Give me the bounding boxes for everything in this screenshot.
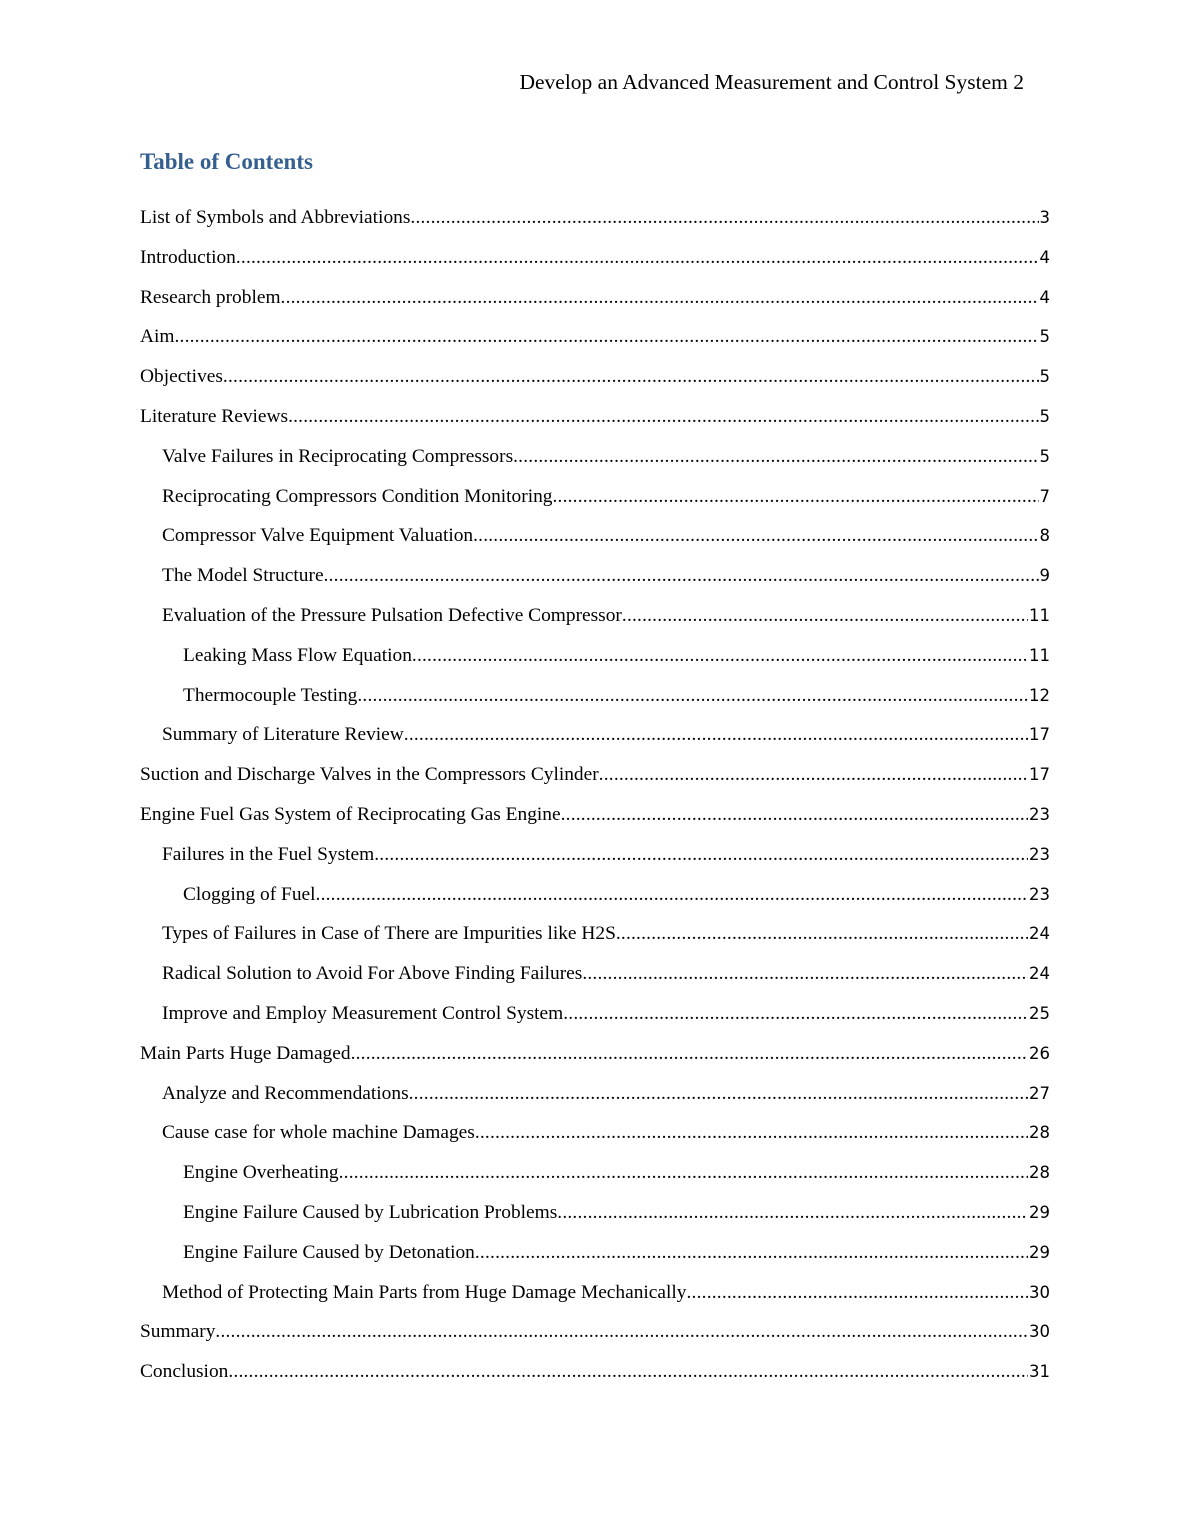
toc-entry-title[interactable]: Research problem: [140, 286, 281, 308]
toc-entry-title[interactable]: Summary of Literature Review: [162, 724, 404, 746]
toc-entry[interactable]: [140, 556, 1050, 596]
toc-entry-title[interactable]: Leaking Mass Flow Equation: [183, 644, 412, 666]
toc-page-number[interactable]: 26: [1029, 1043, 1050, 1063]
toc-entry-title[interactable]: Radical Solution to Avoid For Above Finding Failures: [162, 963, 583, 985]
toc-page-number[interactable]: 29: [1029, 1202, 1050, 1222]
toc-page-number[interactable]: 27: [1029, 1083, 1050, 1103]
toc-entry[interactable]: [140, 397, 1050, 437]
toc-page-number[interactable]: 5: [1039, 367, 1050, 387]
toc-entry[interactable]: [140, 1034, 1050, 1074]
toc-page-number[interactable]: 23: [1029, 844, 1050, 864]
toc-page-number[interactable]: 12: [1029, 685, 1050, 705]
toc-dot-leader: [561, 795, 1028, 835]
toc-dot-leader: [687, 1273, 1029, 1313]
toc-dot-leader: [557, 1193, 1028, 1233]
running-header: Develop an Advanced Measurement and Control System 2: [519, 70, 1024, 94]
toc-page-number[interactable]: 17: [1029, 765, 1050, 785]
toc-page-number[interactable]: 31: [1029, 1362, 1050, 1382]
toc-entry-title[interactable]: Clogging of Fuel: [183, 883, 316, 905]
toc-entry[interactable]: [140, 1153, 1050, 1193]
toc-entry-title[interactable]: Cause case for whole machine Damages: [162, 1122, 475, 1144]
toc-page-number[interactable]: 7: [1039, 486, 1050, 506]
toc-dot-leader: [410, 198, 1038, 238]
toc-page-number[interactable]: 4: [1039, 247, 1050, 267]
toc-entry-title[interactable]: Objectives: [140, 366, 223, 388]
toc-entry-title[interactable]: Engine Failure Caused by Detonation: [183, 1241, 475, 1263]
toc-page-number[interactable]: 5: [1039, 446, 1050, 466]
toc-dot-leader: [473, 516, 1038, 556]
toc-entry[interactable]: [140, 1352, 1050, 1392]
toc-list: [140, 198, 1050, 1392]
toc-page-number[interactable]: 23: [1029, 804, 1050, 824]
toc-entry[interactable]: [140, 317, 1050, 357]
toc-page-number[interactable]: 24: [1029, 924, 1050, 944]
toc-dot-leader: [316, 875, 1028, 915]
toc-title: Table of Contents: [140, 149, 313, 174]
toc-entry[interactable]: [140, 238, 1050, 278]
toc-entry-title[interactable]: Literature Reviews: [140, 405, 289, 427]
toc-entry[interactable]: [140, 1113, 1050, 1153]
toc-entry[interactable]: [140, 914, 1050, 954]
toc-page-number[interactable]: 30: [1029, 1282, 1050, 1302]
toc-entry-title[interactable]: List of Symbols and Abbreviations: [140, 207, 411, 228]
toc-dot-leader: [357, 676, 1028, 716]
toc-entry-title[interactable]: Compressor Valve Equipment Valuation: [162, 525, 474, 547]
toc-dot-leader: [409, 1074, 1028, 1114]
toc-entry[interactable]: [140, 477, 1050, 517]
toc-page-number[interactable]: 5: [1039, 327, 1050, 347]
toc-entry[interactable]: [140, 715, 1050, 755]
toc-page-number[interactable]: 9: [1039, 566, 1050, 586]
toc-entry-title[interactable]: Main Parts Huge Damaged: [140, 1042, 351, 1064]
toc-page-number[interactable]: 5: [1039, 406, 1050, 426]
toc-dot-leader: [616, 914, 1028, 954]
toc-entry-title[interactable]: Engine Overheating: [183, 1162, 339, 1184]
toc-entry[interactable]: [140, 835, 1050, 875]
toc-entry[interactable]: [140, 795, 1050, 835]
toc-dot-leader: [475, 1113, 1028, 1153]
toc-entry-title[interactable]: The Model Structure: [162, 565, 324, 587]
toc-entry[interactable]: [140, 1312, 1050, 1352]
toc-entry-title[interactable]: Suction and Discharge Valves in the Compressors Cylinder: [140, 764, 599, 786]
toc-dot-leader: [215, 1312, 1028, 1352]
toc-entry-title[interactable]: Reciprocating Compressors Condition Monitoring: [162, 485, 553, 507]
toc-page-number[interactable]: 29: [1029, 1242, 1050, 1262]
toc-page-number[interactable]: 24: [1029, 964, 1050, 984]
toc-dot-leader: [174, 317, 1038, 357]
toc-entry-title[interactable]: Valve Failures in Reciprocating Compressors: [162, 445, 514, 467]
toc-entry-title[interactable]: Evaluation of the Pressure Pulsation Defective Compressor: [162, 604, 622, 626]
toc-entry[interactable]: [140, 437, 1050, 477]
toc-entry-title[interactable]: Engine Failure Caused by Lubrication Problems: [183, 1201, 558, 1223]
toc-page-number[interactable]: 28: [1029, 1163, 1050, 1183]
toc-page-number[interactable]: 28: [1029, 1123, 1050, 1143]
toc-dot-leader: [324, 556, 1039, 596]
toc-dot-leader: [582, 954, 1028, 994]
toc-entry-title[interactable]: Engine Fuel Gas System of Reciprocating Gas Engine: [140, 803, 561, 825]
toc-page-number[interactable]: 30: [1029, 1322, 1050, 1342]
toc-dot-leader: [281, 278, 1039, 318]
toc-entry[interactable]: [140, 1233, 1050, 1273]
toc-entry[interactable]: [140, 954, 1050, 994]
toc-dot-leader: [236, 238, 1039, 278]
toc-dot-leader: [288, 397, 1038, 437]
toc-dot-leader: [552, 477, 1038, 517]
toc-dot-leader: [223, 357, 1039, 397]
toc-entry-title[interactable]: Improve and Employ Measurement Control System: [162, 1002, 564, 1024]
toc-entry-title[interactable]: Introduction: [140, 246, 236, 268]
toc-dot-leader: [622, 596, 1028, 636]
toc-entry-title[interactable]: Failures in the Fuel System: [162, 843, 375, 865]
toc-entry-title[interactable]: Conclusion: [140, 1361, 229, 1383]
toc-entry[interactable]: [140, 755, 1050, 795]
toc-entry[interactable]: [140, 596, 1050, 636]
toc-entry[interactable]: [140, 516, 1050, 556]
toc-dot-leader: [475, 1233, 1028, 1273]
toc-dot-leader: [374, 835, 1028, 875]
toc-entry[interactable]: [140, 1193, 1050, 1233]
toc-page-number[interactable]: 23: [1029, 884, 1050, 904]
toc-page-number[interactable]: 8: [1039, 526, 1050, 546]
toc-entry[interactable]: [140, 1074, 1050, 1114]
toc-entry-title[interactable]: Summary: [140, 1321, 216, 1343]
toc-entry[interactable]: [140, 1273, 1050, 1313]
toc-page-number[interactable]: 25: [1029, 1003, 1050, 1023]
toc-dot-leader: [599, 755, 1028, 795]
toc-dot-leader: [339, 1153, 1028, 1193]
toc-entry[interactable]: [140, 676, 1050, 716]
toc-dot-leader: [513, 437, 1038, 477]
toc-page-number[interactable]: 11: [1029, 645, 1050, 665]
toc-entry-title[interactable]: Aim: [140, 326, 175, 348]
toc-page-number[interactable]: 17: [1029, 725, 1050, 745]
toc-entry[interactable]: [140, 198, 1050, 238]
toc-dot-leader: [404, 715, 1028, 755]
toc-page-number[interactable]: 3: [1039, 208, 1050, 227]
toc-entry-title[interactable]: Method of Protecting Main Parts from Huge Damage Mechanically: [162, 1281, 687, 1303]
toc-dot-leader: [228, 1352, 1028, 1392]
toc-page-number[interactable]: 4: [1039, 287, 1050, 307]
toc-entry-title[interactable]: Analyze and Recommendations: [162, 1082, 409, 1104]
toc-entry[interactable]: [140, 357, 1050, 397]
toc-entry-title[interactable]: Thermocouple Testing: [183, 684, 358, 706]
toc-dot-leader: [412, 636, 1028, 676]
toc-dot-leader: [563, 994, 1028, 1034]
toc-entry[interactable]: [140, 278, 1050, 318]
toc-dot-leader: [351, 1034, 1028, 1074]
toc-entry[interactable]: [140, 994, 1050, 1034]
toc-entry[interactable]: [140, 875, 1050, 915]
toc-page-number[interactable]: 11: [1029, 605, 1050, 625]
toc-entry-title[interactable]: Types of Failures in Case of There are Impurities like H2S: [162, 923, 616, 945]
toc-entry[interactable]: [140, 636, 1050, 676]
